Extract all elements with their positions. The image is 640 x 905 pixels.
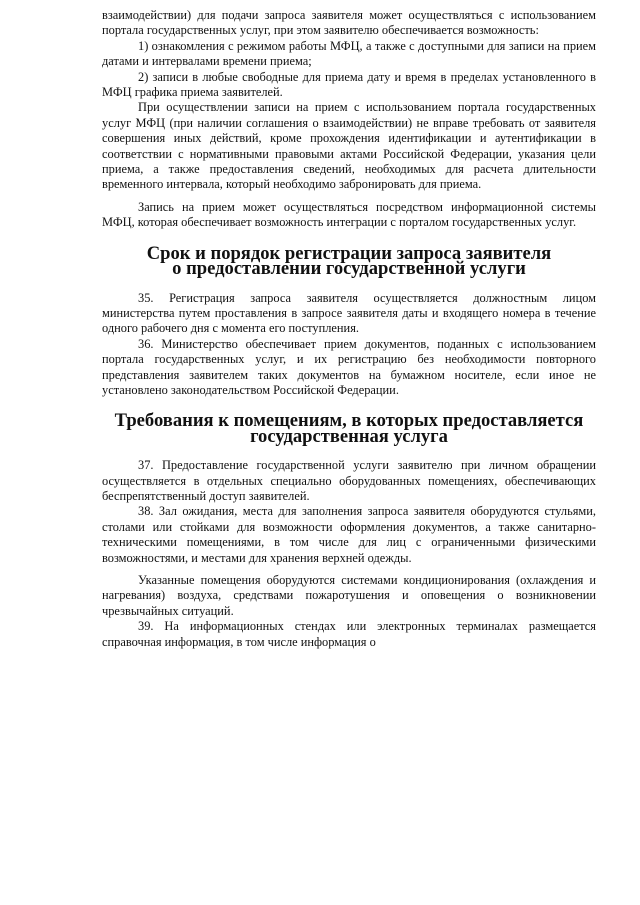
heading-line: Срок и порядок регистрации запроса заявителя <box>146 242 552 264</box>
heading-line: Требования к помещениям, в которых предоставляется <box>114 410 584 432</box>
paragraph-item-38: 38. Зал ожидания, места для заполнения запроса заявителя оборудуются стульями, столами или стойками для возможности оформления документов, а также санитарно-техническими помещениями, в том числе для лиц с ограниченными физическими возможностями, и местами для хранения верхней одежды. <box>102 504 596 565</box>
section-heading-registration <box>102 242 596 280</box>
paragraph-mfc-info-system: Запись на прием может осуществляться посредством информационной системы МФЦ, которая обеспечивает возможность интеграции с порталом государственных услуг. <box>102 199 596 230</box>
document-body <box>102 8 596 650</box>
paragraph-premises-equipment: Указанные помещения оборудуются системами кондиционирования (охлаждения и нагревания) воздуха, средствами пожаротушения и оповещения о возникновении чрезвычайных ситуаций. <box>102 573 596 618</box>
paragraph-mfc-restrictions: При осуществлении записи на прием с использованием портала государственных услуг МФЦ (при наличии соглашения о взаимодействии) не вправе требовать от заявителя совершения иных действий, кроме прохождения идентификации и аутентификации в соответствии с нормативными правовыми актами Российской Федерации, указания цели приема, а также предоставления сведений, необходимых для расчета длительности временного интервала, который необходимо забронировать для приема. <box>102 100 596 192</box>
paragraph-item-36: 36. Министерство обеспечивает прием документов, поданных с использованием портала государственных услуг, и их регистрацию без необходимости повторного представления заявителем таких документов на бумажном носителе, если иное не установлено законодательством Российской Федерации. <box>102 336 596 397</box>
heading-line: государственная услуга <box>250 425 448 447</box>
paragraph-list-item-1: 1) ознакомления с режимом работы МФЦ, а также с доступными для записи на прием датами и интервалами времени приема; <box>102 38 596 69</box>
heading-line: о предоставлении государственной услуги <box>172 258 526 280</box>
paragraph-portal-intro: взаимодействии) для подачи запроса заявителя может осуществляться с использованием портала государственных услуг, при этом заявителю обеспечивается возможность: <box>102 8 596 38</box>
section-heading-premises <box>102 410 596 447</box>
paragraph-item-37: 37. Предоставление государственной услуги заявителю при личном обращении осуществляется в отдельных специально оборудованных помещениях, обеспечивающих беспрепятственный доступ заявителей. <box>102 458 596 503</box>
paragraph-item-39: 39. На информационных стендах или электронных терминалах размещается справочная информация, в том числе информация о <box>102 619 596 649</box>
paragraph-list-item-2: 2) записи в любые свободные для приема дату и время в пределах установленного в МФЦ графика приема заявителей. <box>102 69 596 100</box>
paragraph-item-35: 35. Регистрация запроса заявителя осуществляется должностным лицом министерства путем проставления в запросе заявителя даты и входящего номера в течение одного рабочего дня с момента его поступления. <box>102 290 596 336</box>
